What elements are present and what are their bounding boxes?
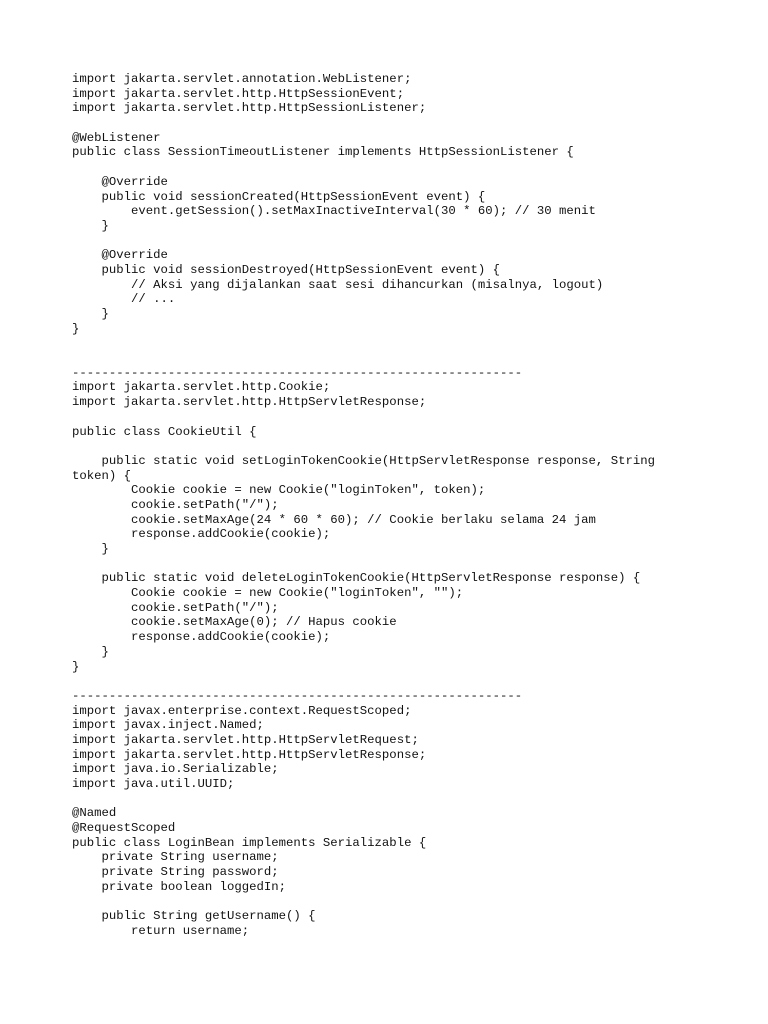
- code-line: [72, 439, 712, 454]
- code-line: [72, 674, 712, 689]
- code-line: import java.io.Serializable;: [72, 762, 279, 777]
- code-line: cookie.setPath("/");: [72, 497, 279, 512]
- code-line: return username;: [72, 923, 250, 938]
- code-line: import jakarta.servlet.annotation.WebListener;: [72, 72, 412, 86]
- code-line: import javax.enterprise.context.RequestScoped;: [72, 703, 412, 718]
- code-line: import jakarta.servlet.http.HttpServletRequest;: [72, 732, 419, 747]
- code-line: // Aksi yang dijalankan saat sesi dihancurkan (misalnya, logout): [72, 277, 604, 292]
- code-line: [72, 410, 712, 425]
- document-page: [72, 72, 712, 939]
- code-line: }: [72, 542, 109, 556]
- code-line: import jakarta.servlet.http.HttpServletResponse;: [72, 747, 427, 762]
- code-line: }: [72, 307, 109, 321]
- code-line: }: [72, 321, 80, 336]
- code-line: // ...: [72, 292, 176, 307]
- code-line: import jakarta.servlet.http.HttpServletResponse;: [72, 395, 427, 410]
- code-line: private boolean loggedIn;: [72, 879, 287, 894]
- code-line: @RequestScoped: [72, 821, 176, 836]
- code-line: [72, 895, 712, 910]
- code-line: public class LoginBean implements Serializable {: [72, 835, 427, 850]
- code-line: response.addCookie(cookie);: [72, 527, 331, 542]
- code-line: }: [72, 659, 80, 674]
- code-line: public String getUsername() {: [72, 909, 316, 924]
- code-line: [72, 351, 712, 366]
- code-line: public void sessionDestroyed(HttpSessionEvent event) {: [72, 262, 501, 277]
- code-line: cookie.setMaxAge(24 * 60 * 60); // Cookie berlaku selama 24 jam: [72, 512, 596, 527]
- code-line: import jakarta.servlet.http.HttpSessionListener;: [72, 101, 427, 116]
- code-line: import javax.inject.Named;: [72, 718, 264, 733]
- code-block: [72, 72, 712, 939]
- code-line: @WebListener: [72, 130, 161, 145]
- code-line: [72, 557, 712, 572]
- code-line: @Override: [72, 174, 168, 189]
- code-line: @Named: [72, 806, 117, 821]
- code-line: -------------------------------------------------------------: [72, 365, 523, 380]
- code-line: private String username;: [72, 850, 279, 865]
- code-line: private String password;: [72, 865, 279, 880]
- code-line: import java.util.UUID;: [72, 777, 235, 791]
- code-line: event.getSession().setMaxInactiveInterval(30 * 60); // 30 menit: [72, 204, 596, 219]
- code-line: [72, 792, 712, 807]
- code-line: [72, 336, 712, 351]
- code-line: }: [72, 218, 109, 233]
- code-line: public static void setLoginTokenCookie(HttpServletResponse response, String: [72, 453, 655, 468]
- code-line: [72, 160, 712, 175]
- code-line: response.addCookie(cookie);: [72, 630, 331, 645]
- code-line: public class CookieUtil {: [72, 424, 257, 439]
- code-line: @Override: [72, 248, 168, 263]
- code-line: public static void deleteLoginTokenCookie(HttpServletResponse response) {: [72, 571, 641, 586]
- code-line: import jakarta.servlet.http.Cookie;: [72, 380, 331, 395]
- code-line: token) {: [72, 468, 132, 483]
- code-line: import jakarta.servlet.http.HttpSessionEvent;: [72, 86, 405, 101]
- code-line: -------------------------------------------------------------: [72, 688, 523, 703]
- code-line: public class SessionTimeoutListener implements HttpSessionListener {: [72, 145, 574, 160]
- code-line: cookie.setPath("/");: [72, 600, 279, 615]
- code-line: Cookie cookie = new Cookie("loginToken", "");: [72, 586, 464, 601]
- code-line: cookie.setMaxAge(0); // Hapus cookie: [72, 615, 397, 630]
- code-line: Cookie cookie = new Cookie("loginToken", token);: [72, 483, 486, 498]
- code-line: [72, 116, 712, 131]
- code-line: [72, 234, 712, 249]
- code-line: public void sessionCreated(HttpSessionEvent event) {: [72, 189, 486, 204]
- code-line: }: [72, 644, 109, 659]
